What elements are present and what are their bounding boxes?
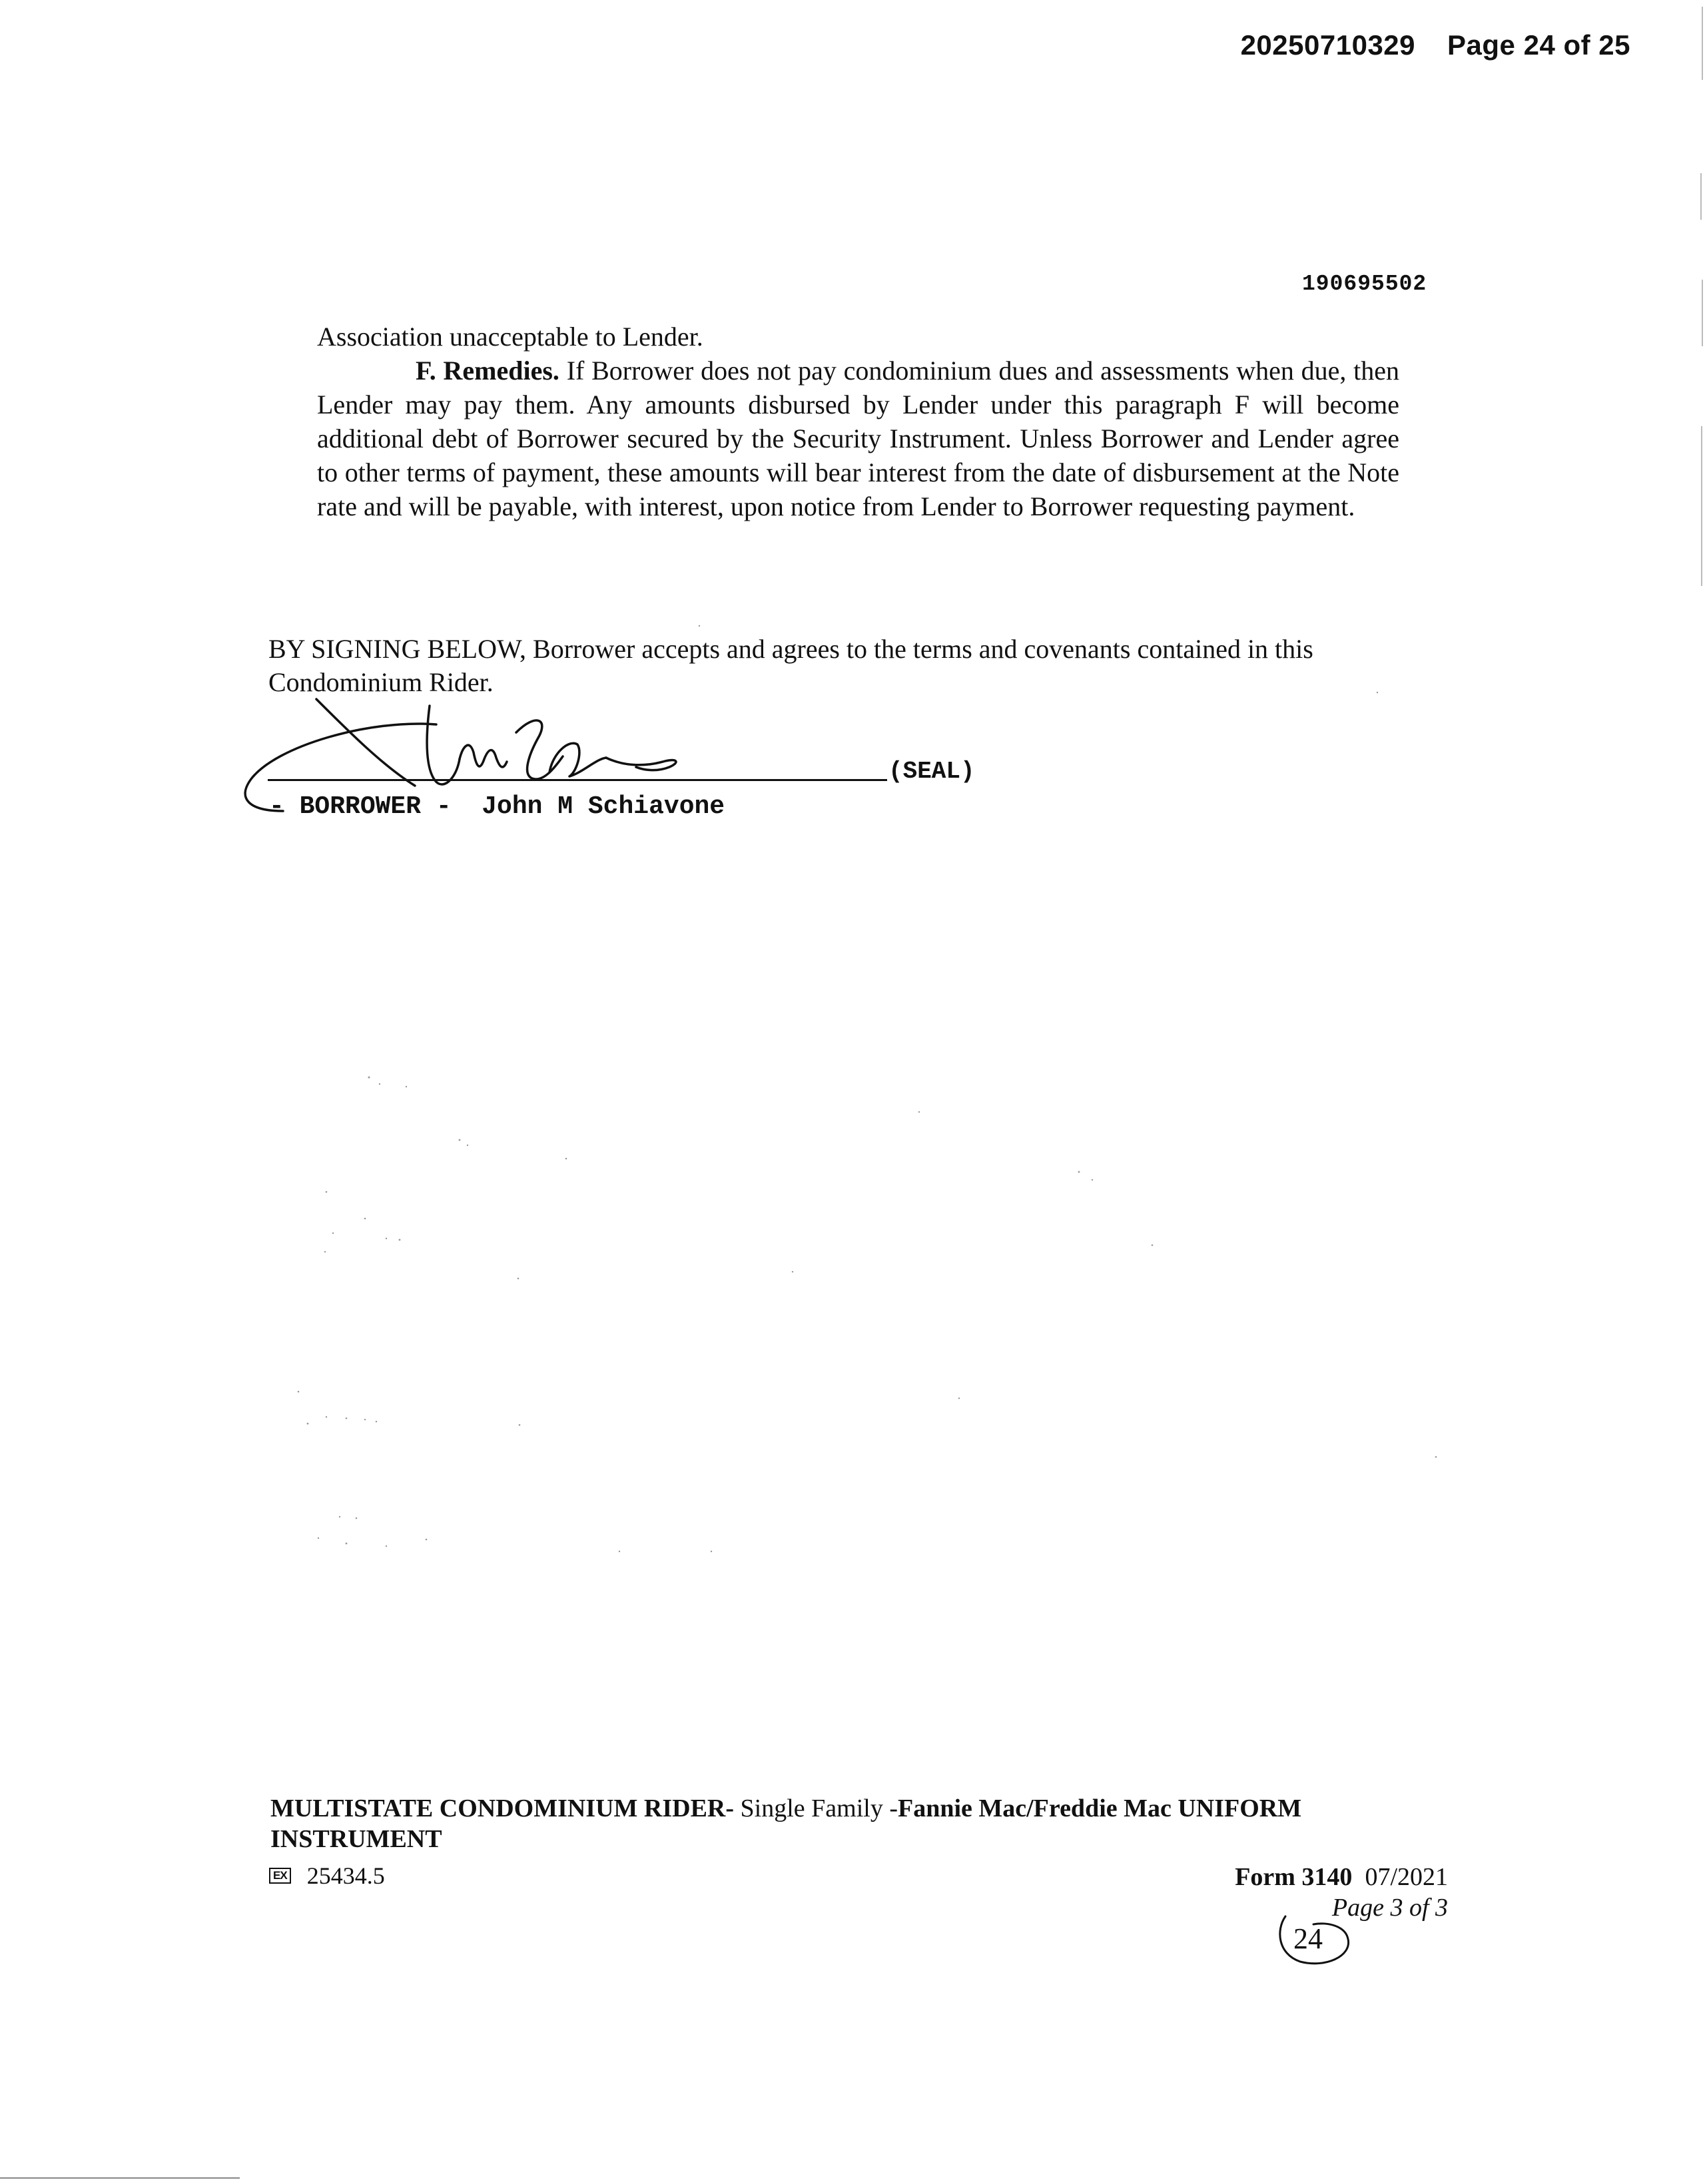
signing-intro: BY SIGNING BELOW, Borrower accepts and agrees to the terms and covenants contained in this Condominium Rider. — [268, 634, 1313, 697]
form-page-of: Page 3 of 3 — [1331, 1894, 1448, 1922]
scan-edge-marks — [1685, 0, 1705, 2184]
form-number-label: Form 3140 — [1235, 1863, 1353, 1891]
form-code-number: 25434.5 — [306, 1862, 385, 1889]
form-title-part-1: MULTISTATE CONDOMINIUM RIDER- — [270, 1794, 735, 1822]
remedies-paragraph — [317, 354, 1399, 523]
loan-number: 190695502 — [1302, 272, 1427, 296]
seal-label: (SEAL) — [888, 758, 975, 785]
form-number — [1235, 1862, 1448, 1892]
form-title-part-3: Fannie Mac/Freddie Mac UNIFORM INSTRUMENT — [270, 1794, 1302, 1853]
circled-page-number — [1273, 1910, 1360, 1970]
continuation-text: Association unacceptable to Lender. — [317, 322, 703, 352]
remedies-text: If Borrower does not pay condominium dues and assessments when due, then Lender may pay them. Any amounts disbursed by Lender under this paragraph F will become additional debt of Borrower secured by the Security Instrument. Unless Borrower and Lender agree to other terms of payment, these amounts will bear interest from the date of disbursement at the Note rate and will be payable, with interest, upon notice from Lender to Borrower requesting payment. — [317, 356, 1400, 521]
form-title — [270, 1793, 1469, 1854]
rider-body — [317, 320, 1399, 523]
svg-text:24: 24 — [1293, 1922, 1323, 1955]
recording-number: 20250710329 — [1240, 29, 1416, 61]
borrower-name-line: - BORROWER - John M Schiavone — [269, 792, 725, 821]
remedies-heading: F. Remedies. — [416, 356, 559, 386]
bottom-scan-rule — [0, 2177, 240, 2179]
form-title-part-2: Single Family - — [734, 1794, 898, 1822]
recording-header — [1241, 29, 1630, 61]
signature-line — [268, 779, 887, 781]
ex-logo-icon: EX — [269, 1868, 291, 1884]
form-date: 07/2021 — [1365, 1863, 1448, 1891]
form-code — [269, 1862, 385, 1890]
recording-page-label: Page 24 of 25 — [1447, 29, 1630, 61]
